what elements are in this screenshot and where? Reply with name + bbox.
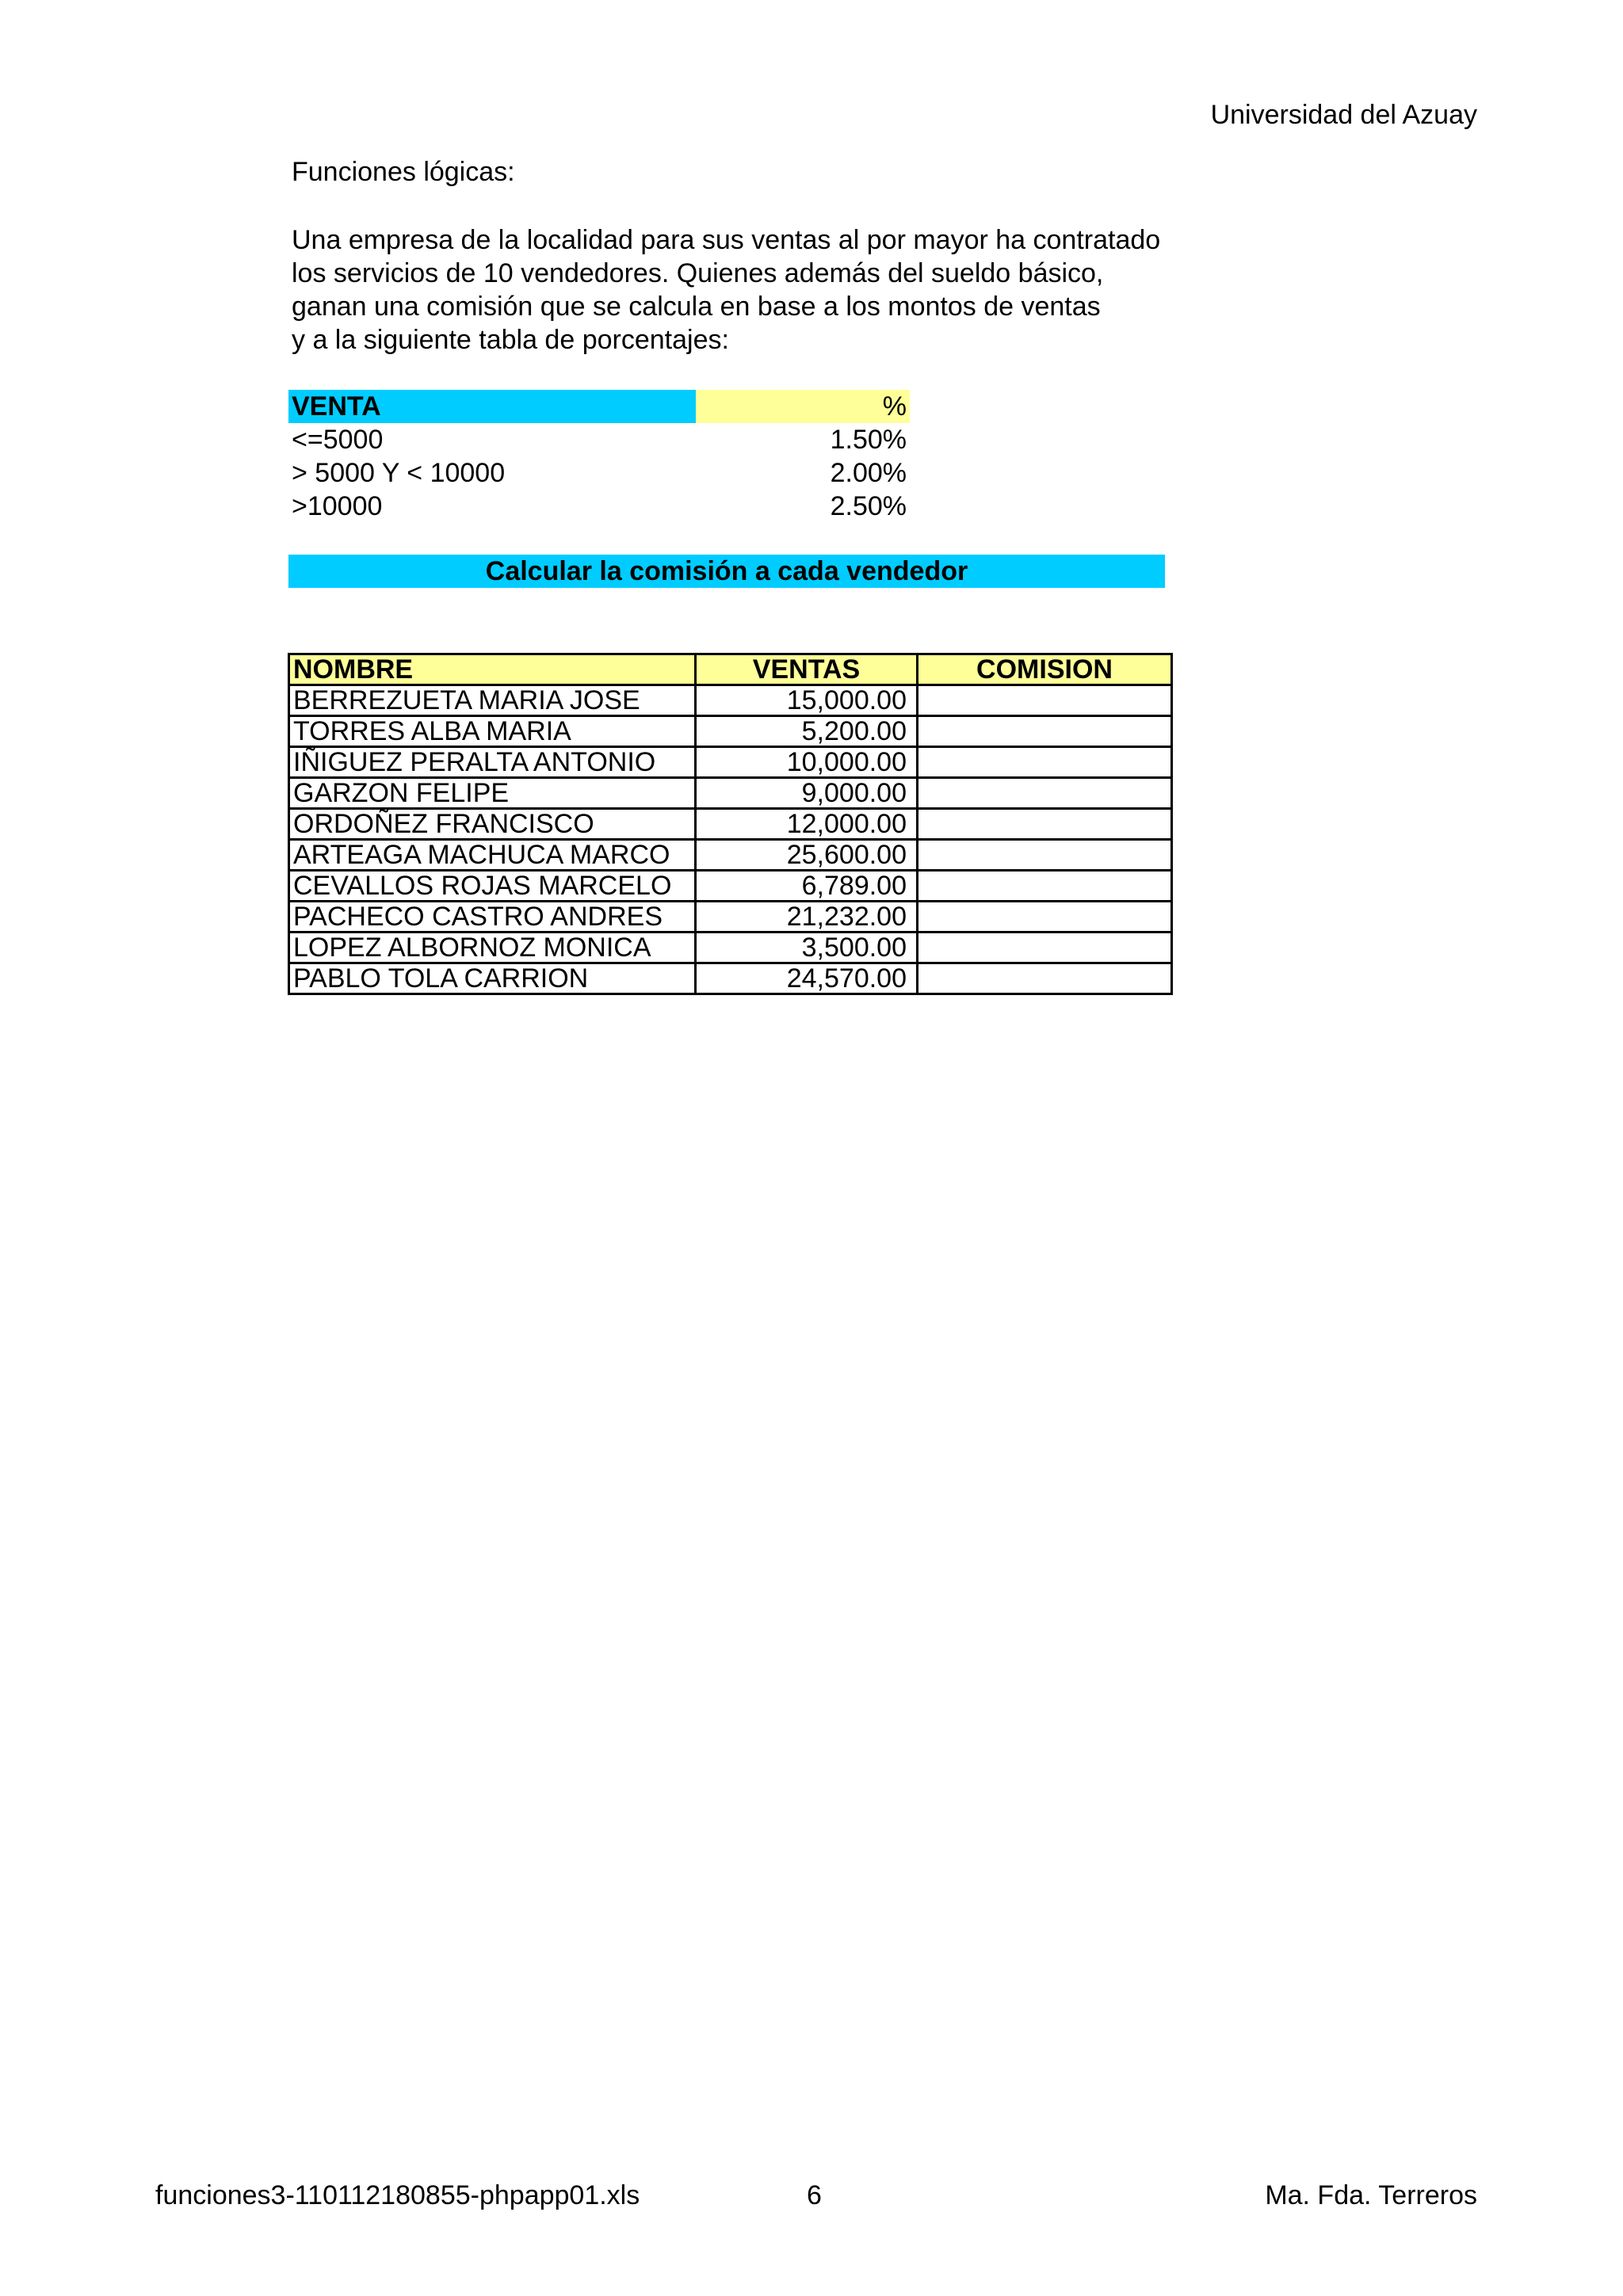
table-row bbox=[289, 871, 1172, 902]
table-row bbox=[289, 840, 1172, 871]
rate-range-cell[interactable]: > 5000 Y < 10000 bbox=[292, 458, 506, 488]
rate-range-cell[interactable]: >10000 bbox=[292, 491, 383, 521]
commission-cell[interactable] bbox=[918, 963, 1172, 994]
intro-paragraph bbox=[292, 223, 1160, 357]
rate-row bbox=[288, 490, 910, 523]
sales-cell[interactable]: 5,200.00 bbox=[696, 716, 918, 747]
table-row bbox=[289, 716, 1172, 747]
rate-range-cell[interactable]: <=5000 bbox=[292, 425, 384, 455]
footer-filename: funciones3-110112180855-phpapp01.xls bbox=[155, 2180, 640, 2210]
table-row bbox=[289, 778, 1172, 809]
commission-cell[interactable] bbox=[918, 716, 1172, 747]
table-row bbox=[289, 902, 1172, 933]
footer-page-number: 6 bbox=[807, 2180, 822, 2210]
commission-cell[interactable] bbox=[918, 809, 1172, 840]
intro-line: los servicios de 10 vendedores. Quienes además del sueldo básico, bbox=[292, 258, 1104, 288]
intro-line: y a la siguiente tabla de porcentajes: bbox=[292, 325, 729, 355]
sales-cell[interactable]: 12,000.00 bbox=[696, 809, 918, 840]
commission-cell[interactable] bbox=[918, 871, 1172, 902]
name-cell[interactable]: ORDOÑEZ FRANCISCO bbox=[289, 809, 696, 840]
name-cell[interactable]: PABLO TOLA CARRION bbox=[289, 963, 696, 994]
sales-cell[interactable]: 9,000.00 bbox=[696, 778, 918, 809]
sales-cell[interactable]: 10,000.00 bbox=[696, 747, 918, 778]
sales-cell[interactable]: 24,570.00 bbox=[696, 963, 918, 994]
rate-table bbox=[288, 390, 910, 523]
table-row bbox=[289, 809, 1172, 840]
rate-table-header bbox=[288, 390, 910, 423]
section-title: Funciones lógicas: bbox=[292, 157, 515, 187]
commission-cell[interactable] bbox=[918, 778, 1172, 809]
rate-header-percent[interactable]: % bbox=[696, 390, 910, 423]
header-commission-cell[interactable]: COMISION bbox=[918, 654, 1172, 685]
instruction-banner[interactable]: Calcular la comisión a cada vendedor bbox=[288, 555, 1165, 588]
table-row bbox=[289, 933, 1172, 963]
rate-value-cell[interactable]: 2.00% bbox=[830, 458, 907, 488]
name-cell[interactable]: PACHECO CASTRO ANDRES bbox=[289, 902, 696, 933]
rate-row bbox=[288, 456, 910, 490]
sales-cell[interactable]: 3,500.00 bbox=[696, 933, 918, 963]
table-row bbox=[289, 963, 1172, 994]
sales-table bbox=[288, 653, 1173, 995]
commission-cell[interactable] bbox=[918, 685, 1172, 716]
name-cell[interactable]: BERREZUETA MARIA JOSE bbox=[289, 685, 696, 716]
name-cell[interactable]: GARZON FELIPE bbox=[289, 778, 696, 809]
rate-value-cell[interactable]: 2.50% bbox=[830, 491, 907, 521]
sales-cell[interactable]: 25,600.00 bbox=[696, 840, 918, 871]
commission-cell[interactable] bbox=[918, 933, 1172, 963]
name-cell[interactable]: IÑIGUEZ PERALTA ANTONIO bbox=[289, 747, 696, 778]
sales-table-header bbox=[289, 654, 1172, 685]
commission-cell[interactable] bbox=[918, 747, 1172, 778]
header-name-cell[interactable]: NOMBRE bbox=[289, 654, 696, 685]
footer-author: Ma. Fda. Terreros bbox=[1265, 2180, 1477, 2210]
rate-header-venta[interactable]: VENTA bbox=[288, 390, 696, 423]
intro-line: ganan una comisión que se calcula en base a los montos de ventas bbox=[292, 292, 1101, 322]
name-cell[interactable]: TORRES ALBA MARIA bbox=[289, 716, 696, 747]
name-cell[interactable]: CEVALLOS ROJAS MARCELO bbox=[289, 871, 696, 902]
commission-cell[interactable] bbox=[918, 902, 1172, 933]
institution-name: Universidad del Azuay bbox=[1210, 100, 1477, 130]
sales-cell[interactable]: 15,000.00 bbox=[696, 685, 918, 716]
commission-cell[interactable] bbox=[918, 840, 1172, 871]
sales-cell[interactable]: 21,232.00 bbox=[696, 902, 918, 933]
name-cell[interactable]: ARTEAGA MACHUCA MARCO bbox=[289, 840, 696, 871]
header-sales-cell[interactable]: VENTAS bbox=[696, 654, 918, 685]
table-row bbox=[289, 747, 1172, 778]
rate-row bbox=[288, 423, 910, 456]
sales-cell[interactable]: 6,789.00 bbox=[696, 871, 918, 902]
name-cell[interactable]: LOPEZ ALBORNOZ MONICA bbox=[289, 933, 696, 963]
intro-line: Una empresa de la localidad para sus ventas al por mayor ha contratado bbox=[292, 225, 1161, 255]
rate-value-cell[interactable]: 1.50% bbox=[830, 425, 907, 455]
table-row bbox=[289, 685, 1172, 716]
